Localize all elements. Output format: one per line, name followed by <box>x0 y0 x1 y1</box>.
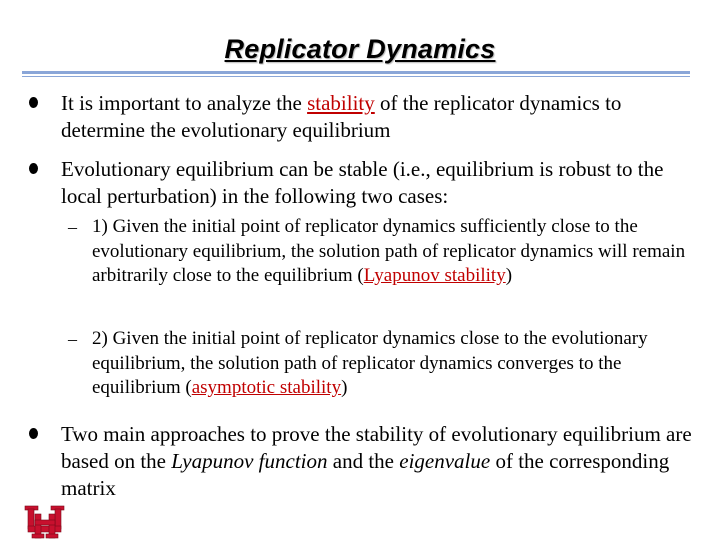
text-segment: 2) Given the initial point of replicator dynamics close to the evolutionary equilibrium, the solution path of replicator dynamics converges to the equilibrium ( <box>92 328 648 398</box>
uh-logo <box>24 505 66 539</box>
lyapunov-function-term: Lyapunov function <box>171 449 328 473</box>
text-segment: and the <box>327 449 400 473</box>
bullet-marker <box>29 428 38 439</box>
title-rule-thin <box>22 76 690 77</box>
text-segment: ) <box>505 265 513 286</box>
slide-title: Replicator Dynamics <box>224 34 496 64</box>
lyapunov-stability-term: Lyapunov stability <box>363 265 506 286</box>
eigenvalue-term: eigenvalue <box>399 449 491 473</box>
sub-bullet-asymptotic-text <box>92 327 692 401</box>
bullet-stability-text <box>61 90 701 144</box>
stability-term: stability <box>307 91 375 115</box>
title-rule-thick <box>22 71 690 74</box>
text-segment: of the replicator dynamics to determine the evolutionary equilibrium <box>61 91 622 142</box>
sub-bullet-dash: – <box>68 217 77 237</box>
asymptotic-stability-term: asymptotic stability <box>191 377 342 398</box>
sub-bullet-lyapunov-text <box>92 215 692 289</box>
bullet-equilibrium-text: Evolutionary equilibrium can be stable (i.e., equilibrium is robust to the local perturbation) in the following two cases: <box>61 157 664 208</box>
text-segment: Two main approaches to prove the stability of evolutionary equilibrium are based on the <box>61 422 692 473</box>
bullet-approaches-text <box>61 421 701 502</box>
text-segment: ) <box>341 377 348 398</box>
bullet-marker <box>29 97 38 108</box>
bullet-marker <box>29 163 38 174</box>
sub-bullet-dash: – <box>68 329 77 349</box>
text-segment: It is important to analyze the <box>61 91 308 115</box>
text-segment: 1) Given the initial point of replicator dynamics sufficiently close to the evolutionary equilibrium, the solution path of replicator dynamics will remain arbitrarily close to the equilibrium ( <box>92 216 686 286</box>
text-segment: of the corresponding matrix <box>61 449 670 500</box>
